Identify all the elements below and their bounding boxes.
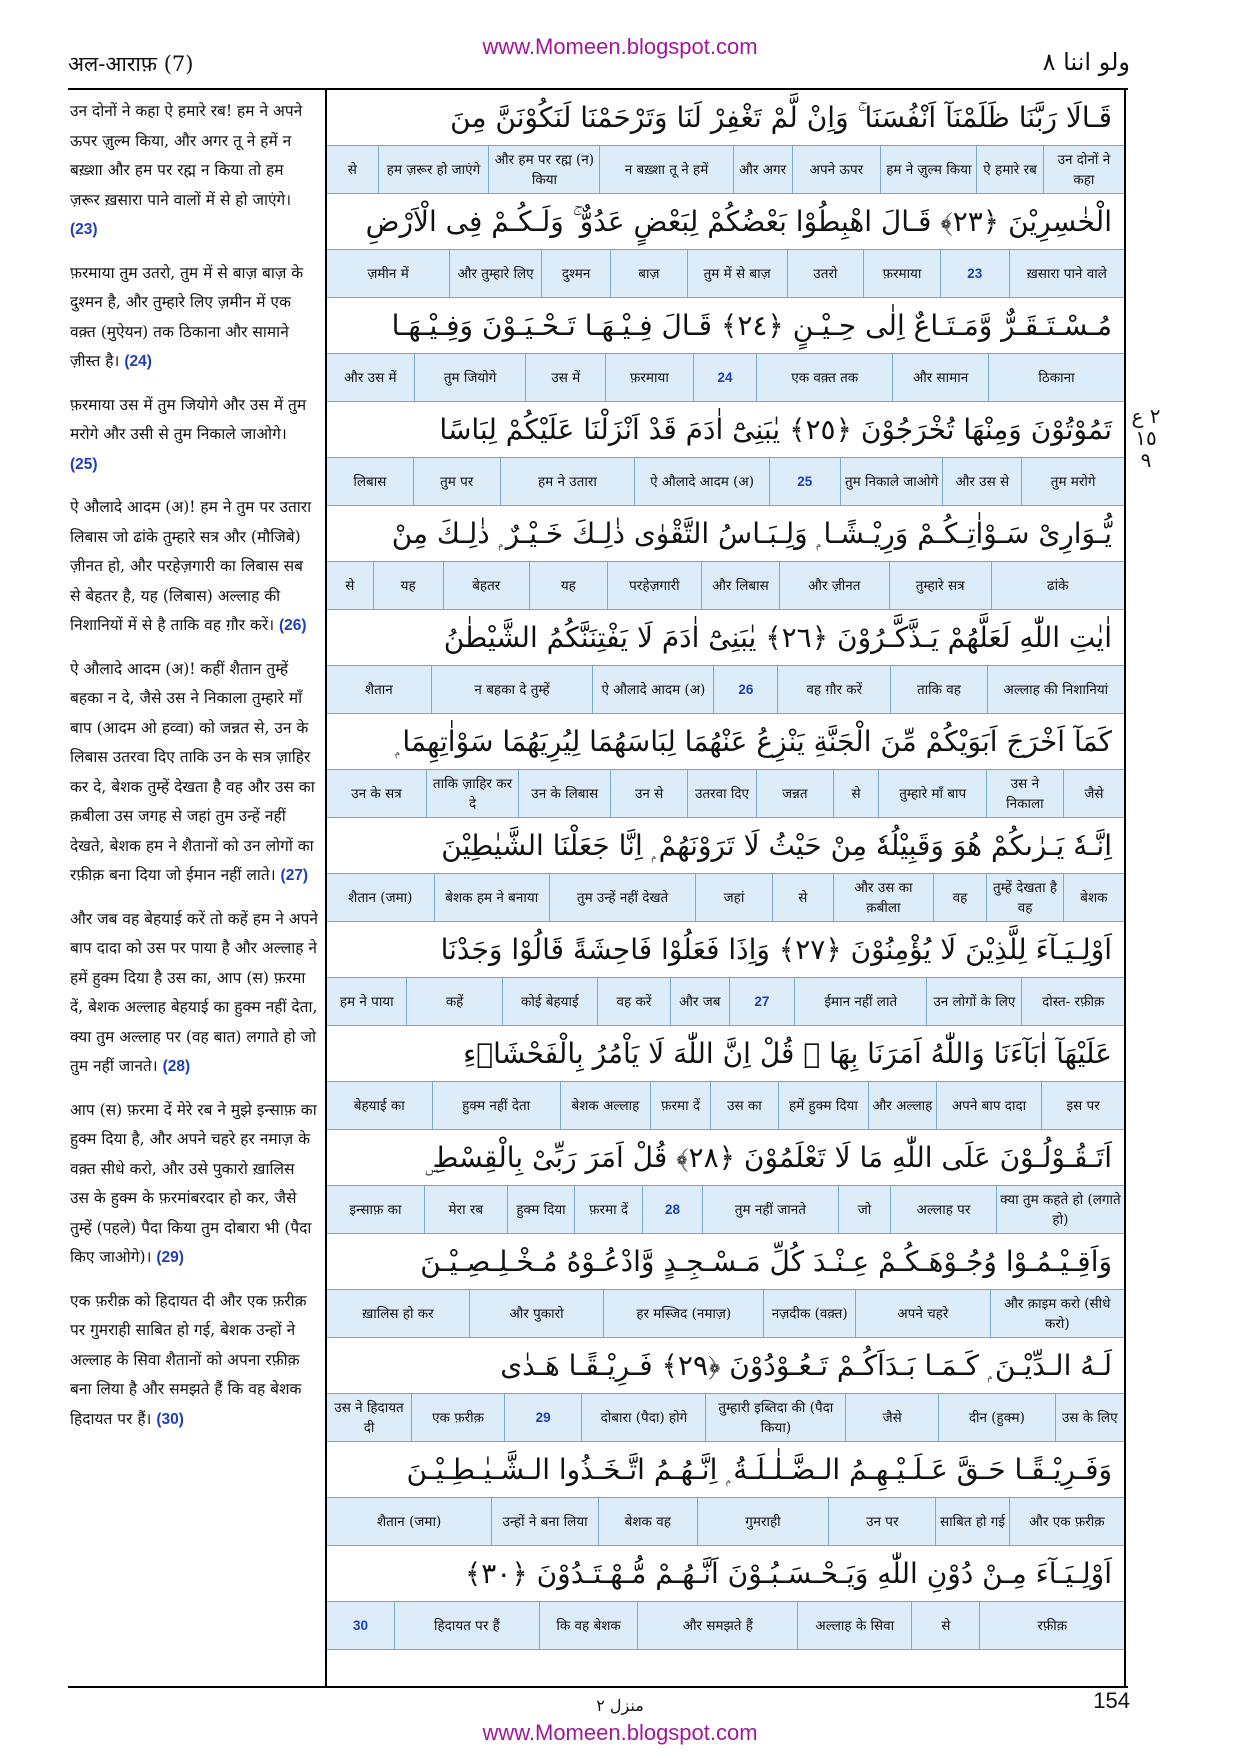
gloss-cell: ज़मीन में	[367, 265, 409, 282]
gloss-row	[327, 457, 1124, 506]
gloss-cell: और लिबास	[701, 562, 779, 609]
gloss-cell: जन्नत	[756, 770, 833, 817]
translation-paragraph	[70, 1287, 318, 1435]
gloss-cell: अल्लाह के सिवा	[797, 1602, 911, 1649]
gloss-verse-number: 28	[642, 1186, 702, 1233]
gloss-row	[327, 353, 1124, 402]
gloss-cell: साबित हो गई	[935, 1498, 1009, 1545]
gloss-cell: दोबारा (पैदा) होगे	[581, 1394, 705, 1441]
gloss-cell: इस पर	[1041, 1082, 1124, 1129]
gloss-row	[327, 145, 1124, 194]
gloss-cell: उन के लिबास	[518, 770, 610, 817]
gloss-cell: और पुकारो	[469, 1290, 603, 1337]
gloss-cell: न बहका दे तुम्हें	[431, 666, 593, 713]
gloss-cell: कि वह बेशक	[539, 1602, 638, 1649]
translation-text: ऐ औलादे आदम (अ)! हम ने तुम पर उतारा लिबास जो ढांके तुम्हारे सत्र और (मौजिबे) ज़ीनत हो, और परहेज़गारी का लिबास सब से बेहतर है, यह (लिबास) अल्लाह की निशानियों में से है ताकि वह ग़ौर करें।	[70, 498, 312, 634]
gloss-cell: फ़रमाया	[605, 354, 693, 401]
gloss-verse-number: 25	[769, 458, 840, 505]
gloss-cell: अपने बाप दादा	[936, 1082, 1042, 1129]
gloss-cell: और एक फ़रीक़	[1009, 1498, 1124, 1545]
gloss-cell: और अल्लाह	[868, 1082, 936, 1129]
translation-text: और जब वह बेहयाई करें तो कहें हम ने अपने बाप दादा को उस पर पाया है और अल्लाह ने हमें हुक्म दिया है उस का, आप (स) फ़रमा दें, बेशक अल्लाह बेहयाई का हुक्म नहीं देता, क्या तुम अल्लाह पर (वह बात) लगाते हो जो तुम नहीं जानते।	[70, 909, 318, 1075]
gloss-cell: फ़रमा दें	[650, 1082, 710, 1129]
gloss-cell: तुम में से बाज़	[687, 250, 787, 297]
gloss-cell: अल्लाह पर	[890, 1186, 996, 1233]
arabic-line: مُـسْـتَـقَـرٌّ وَّمَـتَـاعٌ اِلٰى حِـيْـنٍ ﴿٢٤﴾ قَـالَ فِـيْـهَـا تَـحْـيَـوْنَ وَفِـيْـهَـا	[391, 309, 1112, 342]
surah-title: अल-आराफ़ (7)	[68, 52, 194, 76]
gloss-cell: गुमराही	[697, 1498, 829, 1545]
gloss-cell: उन्हों ने बना लिया	[491, 1498, 598, 1545]
arabic-line: اَتَـقُـوْلُـوْنَ عَلَى اللّٰهِ مَا لَا تَعْلَمُوْنَ ﴿٢٨﴾ قُلْ اَمَرَ رَبِّىْ بِالْقِسْطِ ۣ	[425, 1140, 1112, 1174]
translation-text: फ़रमाया उस में तुम जियोगे और उस में तुम मरोगे और उसी से तुम निकाले जाओगे।	[70, 395, 307, 443]
gloss-cell: इन्साफ़ का	[349, 1201, 402, 1218]
gloss-cell: और ज़ीनत	[779, 562, 889, 609]
gloss-cell: मेरा रब	[424, 1186, 507, 1233]
gloss-cell: हिदायत पर हैं	[394, 1602, 539, 1649]
gloss-row	[327, 561, 1124, 610]
gloss-cell: उतरो	[787, 250, 864, 297]
gloss-cell: उस ने निकाला	[986, 770, 1063, 817]
gloss-cell: दोस्त- रफ़ीक़	[1021, 978, 1124, 1025]
gloss-cell: तुम पर	[413, 458, 500, 505]
gloss-row	[327, 1393, 1124, 1442]
verse-panel	[325, 90, 1126, 1686]
gloss-cell: बेहयाई का	[353, 1097, 405, 1114]
gloss-cell: नज़दीक (वक़्त)	[763, 1290, 855, 1337]
gloss-cell: तुम्हारी इब्तिदा की (पैदा किया)	[705, 1394, 845, 1441]
gloss-cell: उतरवा दिए	[687, 770, 756, 817]
translation-paragraph	[70, 97, 318, 245]
gloss-cell: उन दोनों ने कहा	[1043, 146, 1124, 193]
gloss-cell: तुम मरोगे	[1021, 458, 1124, 505]
gloss-cell: हर मस्जिद (नमाज़)	[603, 1290, 763, 1337]
manzil-label: منزل ٢	[596, 1696, 644, 1715]
footer-url[interactable]: www.Momeen.blogspot.com	[482, 1720, 758, 1745]
arabic-line: قَـالَا رَبَّنَا ظَلَمْنَآ اَنْفُسَنَا ۚ وَاِنْ لَّمْ تَغْفِرْ لَنَا وَتَرْحَمْنَا لَنَكُوْنَنَّ مِنَ	[450, 100, 1112, 134]
gloss-cell: हम ने उतारा	[500, 458, 635, 505]
gloss-cell: जहां	[695, 874, 772, 921]
gloss-cell: बेशक वह	[598, 1498, 697, 1545]
gloss-cell: कोई बेहयाई	[502, 978, 597, 1025]
arabic-line: لَـهُ الـدِّيْـنَ ۭ كَـمَـا بَـدَاَكُـمْ تَـعُـوْدُوْنَ ﴿٢٩﴾ فَـرِيْـقًـا هَـدٰى	[500, 1348, 1112, 1382]
gloss-cell: बाज़	[610, 250, 687, 297]
gloss-cell: जैसे	[845, 1394, 938, 1441]
translation-text: एक फ़रीक़ को हिदायत दी और एक फ़रीक़ पर गुमराही साबित हो गई, बेशक उन्हों ने अल्लाह के सिवा शैतानों को अपना रफ़ीक़ बना लिया है और समझते हैं कि वह बेशक हिदायत पर हैं।	[70, 1291, 307, 1428]
juz-title: ولو اننا ٨	[1042, 48, 1130, 76]
translation-text: आप (स) फ़रमा दें मेरे रब ने मुझे इन्साफ़ का हुक्म दिया है, और अपने चहरे हर नमाज़ के वक़्त सीधे करो, और उसे पुकारो ख़ालिस उस के हुक्म के फ़रमांबरदार हो कर, जैसे तुम्हें (पहले) पैदा किया तुम दोबारा भी (पैदा किए जाओगे)।	[70, 1100, 317, 1266]
gloss-cell: ख़सारा पाने वाले	[1009, 250, 1124, 297]
gloss-cell: वह ग़ौर करें	[777, 666, 890, 713]
gloss-cell: उस का	[710, 1082, 778, 1129]
header-url[interactable]: www.Momeen.blogspot.com	[482, 34, 758, 59]
gloss-verse-number: 26	[713, 666, 777, 713]
gloss-row	[327, 977, 1124, 1026]
gloss-cell: जो	[838, 1186, 890, 1233]
gloss-cell: जैसे	[1063, 770, 1124, 817]
gloss-row	[327, 1185, 1124, 1234]
gloss-verse-number: 27	[729, 978, 795, 1025]
gloss-row	[327, 769, 1124, 818]
gloss-cell: एक वक़्त तक	[756, 354, 892, 401]
gloss-cell: एक फ़रीक़	[411, 1394, 504, 1441]
gloss-cell: ईमान नहीं लाते	[794, 978, 926, 1025]
gloss-cell: से	[911, 1602, 979, 1649]
gloss-cell: शैतान	[364, 681, 393, 698]
gloss-cell: हमें हुक्म दिया	[778, 1082, 868, 1129]
gloss-cell: अल्लाह की निशानियां	[987, 666, 1124, 713]
arabic-line: تَمُوْتُوْنَ وَمِنْهَا تُخْرَجُوْنَ ﴿٢٥﴾ يٰبَنِىْٓ اٰدَمَ قَدْ اَنْزَلْنَا عَلَيْكُمْ لِبَاسًا	[439, 413, 1112, 446]
verse-number: (25)	[70, 455, 98, 473]
gloss-cell: वह करें	[597, 978, 670, 1025]
gloss-cell: और उस में	[344, 369, 397, 386]
arabic-line: وَفَـرِيْـقًـا حَـقَّ عَـلَـيْـهِـمُ الـضَّـلٰـلَـةُ ۭ اِنَّـهُـمُ اتَّـخَـذُوا الـشَّـيٰـطِـيْـنَ	[406, 1452, 1112, 1486]
gloss-cell: लिबास	[353, 473, 387, 490]
gloss-cell: और समझते हैं	[637, 1602, 797, 1649]
gloss-verse-number: 24	[693, 354, 756, 401]
arabic-line: اَوْلِـيَـآءَ لِلَّذِيْنَ لَا يُؤْمِنُوْنَ ﴿٢٧﴾ وَاِذَا فَعَلُوْا فَاحِشَةً قَالُوْا وَجَدْنَا	[440, 933, 1112, 966]
translation-text: फ़रमाया तुम उतरो, तुम में से बाज़ बाज़ के दुश्मन है, और तुम्हारे लिए ज़मीन में एक वक़्त (मुऐयन) तक ठिकाना और सामाने ज़ीस्त है।	[70, 263, 304, 370]
gloss-cell: हुक्म दिया	[507, 1186, 575, 1233]
gloss-cell: यह	[373, 562, 443, 609]
gloss-cell: ऐ औलादे आदम (अ)	[634, 458, 769, 505]
verse-number: (28)	[162, 1058, 191, 1075]
translation-text: उन दोनों ने कहा ऐ हमारे रब! हम ने अपने ऊपर ज़ुल्म किया, और अगर तू ने हमें न बख़्शा और हम पर रह्म न किया तो हम ज़रूर ख़सारा पाने वालों में से हो जाएंगे।	[70, 102, 303, 209]
gloss-row	[327, 873, 1124, 922]
verse-number: (26)	[279, 617, 307, 634]
gloss-cell: तुम जियोगे	[414, 354, 526, 401]
gloss-cell: दुश्मन	[541, 250, 610, 297]
translation-text: ऐ औलादे आदम (अ)! कहीं शैतान तुम्हें बहका न दे, जैसे उस ने निकाला तुम्हारे माँ बाप (आदम ओ हव्वा) को जन्नत से, उन के लिबास उतरवा दिए ताकि उन के सत्र ज़ाहिर कर दे, बेशक तुम्हें देखता है वह और उस का क़बीला उस जगह से जहां तुम उन्हें नहीं देखते, बेशक हम ने शैतानों को उन लोगों का रफ़ीक़ बना दिया जो ईमान नहीं लाते।	[70, 659, 315, 884]
gloss-cell: फ़रमा दें	[574, 1186, 642, 1233]
gloss-cell: शैतान (जमा)	[348, 889, 413, 906]
gloss-cell: परहेज़गारी	[607, 562, 701, 609]
translation-paragraph	[70, 655, 318, 891]
gloss-cell: वह	[933, 874, 986, 921]
gloss-cell: और हम पर रह्म (न) किया	[488, 146, 599, 193]
gloss-row	[327, 1289, 1124, 1338]
translation-column	[68, 92, 318, 1686]
gloss-cell: ख़ालिस हो कर	[362, 1305, 434, 1322]
gloss-cell: उन लोगों के लिए	[926, 978, 1021, 1025]
translation-paragraph	[70, 391, 318, 480]
arabic-line: عَلَيْهَآ اٰبَآءَنَا وَاللّٰهُ اَمَرَنَا بِهَا ۭ قُلْ اِنَّ اللّٰهَ لَا يَاْمُرُ بِالْفَحْشَاۗءِ	[463, 1037, 1112, 1070]
arabic-line: اٰيٰتِ اللّٰهِ لَعَلَّهُمْ يَـذَّكَّـرُوْنَ ﴿٢٦﴾ يٰبَنِىْٓ اٰدَمَ لَا يَفْتِنَنَّكُمُ الشَّيْطٰنُ	[443, 621, 1112, 654]
gloss-cell: हम ने पाया	[339, 993, 394, 1010]
gloss-cell: ताकि वह	[890, 666, 987, 713]
verse-number: (30)	[156, 1410, 184, 1428]
gloss-cell: ढांके	[991, 562, 1124, 609]
arabic-line: وَاَقِـيْـمُـوْا وُجُـوْهَـكُـمْ عِـنْـدَ كُلِّ مَـسْـجِـدٍ وَّادْعُـوْهُ مُـخْـلِـصِـيْـنَ	[420, 1245, 1112, 1278]
gloss-cell: हम ने ज़ुल्म किया	[880, 146, 976, 193]
verse-number: (27)	[280, 867, 309, 884]
gloss-cell: बेहतर	[443, 562, 529, 609]
gloss-cell: उस में	[525, 354, 605, 401]
gloss-cell: से	[347, 161, 357, 178]
gloss-cell: और उस से	[942, 458, 1021, 505]
gloss-cell: ठिकाना	[988, 354, 1124, 401]
verse-number: (24)	[124, 353, 152, 370]
gloss-cell: बेशक	[1063, 874, 1124, 921]
gloss-cell: तुम्हारे सत्र	[889, 562, 991, 609]
gloss-cell: रफ़ीक़	[979, 1602, 1124, 1649]
gloss-cell: उन से	[610, 770, 687, 817]
gloss-cell: फ़रमाया	[863, 250, 940, 297]
gloss-cell: बेशक हम ने बनाया	[434, 874, 549, 921]
gloss-cell: हम ज़रूर हो जाएंगे	[378, 146, 489, 193]
gloss-row	[327, 1081, 1124, 1130]
gloss-cell: और जब	[670, 978, 728, 1025]
page-number: 154	[1093, 1688, 1130, 1713]
gloss-cell: और सामान	[892, 354, 988, 401]
gloss-cell: से	[345, 577, 355, 594]
gloss-cell: तुम नहीं जानते	[702, 1186, 838, 1233]
translation-paragraph	[70, 905, 318, 1082]
arabic-line: اَوْلِـيَـآءَ مِـنْ دُوْنِ اللّٰهِ وَيَـحْـسَـبُـوْنَ اَنَّـهُـمْ مُّـهْـتَـدُوْنَ ﴿٣٠﴾	[464, 1557, 1112, 1590]
gloss-cell: दीन (हुक्म)	[938, 1394, 1054, 1441]
gloss-cell: तुम्हें देखता है वह	[986, 874, 1063, 921]
gloss-cell: क्या तुम कहते हो (लगाते हो)	[996, 1186, 1124, 1233]
gloss-cell: कहें	[406, 978, 501, 1025]
gloss-row	[327, 1497, 1124, 1546]
ruku-marker: ٢ ع ١٥ ٩	[1131, 404, 1161, 472]
gloss-cell: अपने चहरे	[855, 1290, 989, 1337]
gloss-cell: तुम्हारे माँ बाप	[878, 770, 986, 817]
gloss-cell: न बख़्शा तू ने हमें	[599, 146, 732, 193]
gloss-cell: और अगर	[733, 146, 792, 193]
gloss-cell: ताकि ज़ाहिर कर दे	[426, 770, 518, 817]
verse-number: (29)	[156, 1249, 184, 1266]
gloss-cell: से	[772, 874, 833, 921]
gloss-cell: से	[833, 770, 879, 817]
gloss-cell: तुम निकाले जाओगे	[840, 458, 943, 505]
arabic-line: يُّـوَارِىْ سَـوْاٰتِـكُـمْ وَرِيْـشًـا ۭ وَلِـبَـاسُ التَّقْوٰى ذٰلِـكَ خَـيْـرٌ ۭ ذٰلِـكَ مِنْ	[391, 516, 1112, 550]
gloss-cell: उस के लिए	[1055, 1394, 1124, 1441]
gloss-cell: उन के सत्र	[351, 785, 402, 802]
gloss-row	[327, 249, 1124, 298]
gloss-cell: अपने ऊपर	[792, 146, 881, 193]
gloss-verse-number: 30	[353, 1617, 369, 1633]
gloss-cell: शैतान (जमा)	[376, 1513, 442, 1530]
translation-paragraph	[70, 259, 318, 377]
translation-paragraph	[70, 493, 318, 641]
gloss-cell: तुम उन्हें नहीं देखते	[549, 874, 695, 921]
gloss-cell: उस ने हिदायत दी	[334, 1399, 404, 1436]
gloss-cell: ऐ हमारे रब	[976, 146, 1042, 193]
gloss-cell: और तुम्हारे लिए	[449, 250, 541, 297]
gloss-cell: उन पर	[828, 1498, 935, 1545]
gloss-cell: ऐ औलादे आदम (अ)	[592, 666, 713, 713]
gloss-cell: बेशक अल्लाह	[560, 1082, 650, 1129]
gloss-cell: और क़ाइम करो (सीधे करो)	[990, 1290, 1124, 1337]
arabic-line: الْخٰسِرِيْنَ ﴿٢٣﴾ قَـالَ اهْبِطُوْا بَعْضُكُمْ لِبَعْضٍ عَدُوٌّ ۚ وَلَـكُـمْ فِى الْاَرْضِ	[365, 204, 1112, 238]
gloss-verse-number: 29	[504, 1394, 581, 1441]
verse-number: (23)	[70, 221, 98, 238]
arabic-line: اِنَّـهٗ يَـرٰىكُمْ هُوَ وَقَبِيْلُهٗ مِنْ حَيْثُ لَا تَرَوْنَهُمْ ۭ اِنَّا جَعَلْنَا الشَّيٰطِيْنَ	[441, 828, 1112, 862]
gloss-cell: यह	[529, 562, 607, 609]
gloss-cell: और उस का क़बीला	[833, 874, 933, 921]
arabic-line: كَمَآ اَخْرَجَ اَبَوَيْكُمْ مِّنَ الْجَنَّةِ يَنْزِعُ عَنْهُمَا لِبَاسَهُمَا لِيُرِيَهُمَا سَوْاٰتِهِمَا ۭ	[395, 724, 1112, 758]
gloss-row	[327, 665, 1124, 714]
gloss-verse-number: 23	[940, 250, 1009, 297]
translation-paragraph	[70, 1096, 318, 1273]
gloss-cell: हुक्म नहीं देता	[432, 1082, 560, 1129]
gloss-row	[327, 1601, 1124, 1650]
